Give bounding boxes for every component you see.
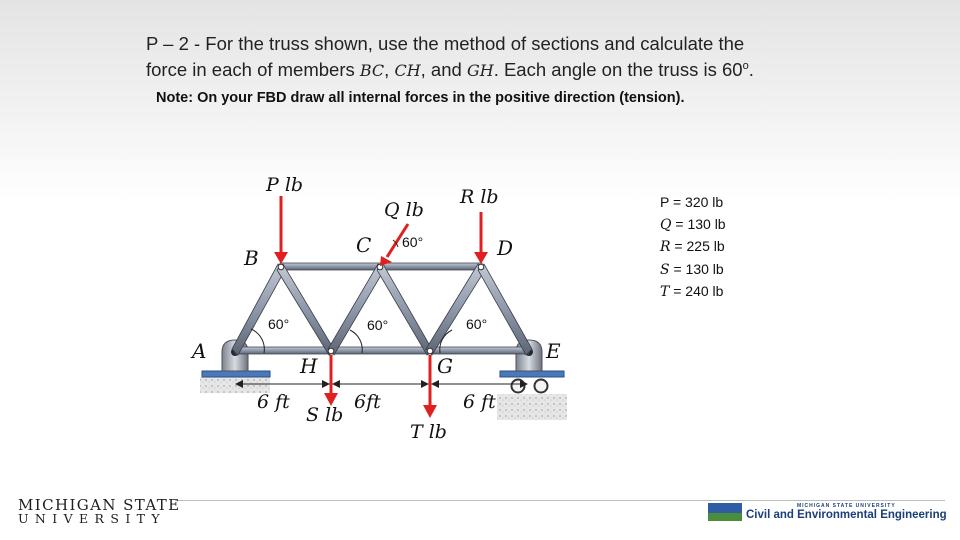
note: Note: On your FBD draw all internal forces in the positive direction (tension). (156, 90, 685, 106)
member-gd (426, 264, 488, 355)
joint-b (278, 264, 284, 270)
value-symbol: S (660, 261, 670, 278)
cee-flag-icon (708, 503, 742, 521)
value-text: = 320 lb (669, 194, 724, 210)
label-b: B (244, 246, 259, 270)
angle-label-right: 60° (466, 316, 488, 332)
joint-g (427, 348, 433, 354)
cee-logo (708, 503, 947, 521)
value-text: = 240 lb (669, 283, 724, 300)
joint-h (328, 348, 334, 354)
load-p-arrowhead (274, 252, 288, 264)
value-row-q (660, 214, 726, 237)
value-text: = 130 lb (669, 260, 724, 277)
msu-line-1: MICHIGAN STATE (18, 496, 181, 514)
member-gh: GH (466, 61, 494, 81)
angle-label-left: 60° (268, 316, 290, 332)
member-hc (328, 264, 384, 355)
problem-text: force in each of members (146, 59, 360, 81)
label-load-q: Q lb (384, 199, 424, 221)
msu-wordmark (18, 498, 181, 526)
roller-2 (535, 380, 548, 393)
base-plate-a (202, 371, 270, 377)
problem-text: , and (420, 59, 467, 81)
cee-department: Civil and Environmental Engineering (746, 509, 947, 521)
problem-text: . (748, 59, 754, 81)
label-load-p: P lb (266, 174, 304, 196)
label-load-s: S lb (306, 404, 344, 426)
value-row-t (660, 281, 726, 304)
member-ab (232, 264, 285, 355)
value-symbol: T (660, 284, 670, 301)
problem-text: . Each angle on the truss is 60 (493, 59, 743, 81)
roller-1 (512, 380, 525, 393)
value-symbol: R (660, 239, 671, 256)
load-r-arrowhead (474, 252, 488, 264)
cee-university: MICHIGAN STATE UNIVERSITY (796, 503, 896, 509)
value-text: = 225 lb (670, 238, 725, 255)
member-de (478, 264, 532, 355)
label-load-t: T lb (410, 421, 447, 443)
base-plate-e (500, 371, 564, 377)
label-h: H (300, 354, 318, 378)
value-row-s (660, 259, 726, 282)
problem-text: , (384, 59, 395, 81)
member-bh (277, 264, 335, 355)
given-values (660, 192, 726, 304)
label-c: C (356, 233, 372, 257)
angle-label-q: 60° (402, 234, 424, 250)
msu-line-2: UNIVERSITY (18, 511, 167, 526)
load-t-arrowhead (423, 405, 437, 418)
value-text: = 130 lb (671, 215, 726, 232)
angle-label-middle: 60° (367, 317, 389, 333)
value-row-r (660, 236, 726, 259)
label-d: D (497, 236, 514, 260)
value-symbol: Q (660, 216, 672, 233)
dimension-label-3: 6 ft (463, 391, 496, 413)
label-load-r: R lb (460, 186, 499, 208)
footer-divider (175, 500, 945, 501)
ground-e (497, 394, 567, 420)
member-ch: CH (394, 61, 421, 81)
member-bc: BC (359, 61, 385, 81)
member-cg (377, 264, 433, 355)
value-row-p (660, 192, 726, 214)
label-a: A (192, 339, 207, 363)
dimension-label-1: 6 ft (257, 391, 290, 413)
value-symbol: P (660, 194, 670, 210)
joint-d (478, 264, 484, 270)
dimension-label-2: 6ft (354, 391, 381, 413)
problem-line-1: P – 2 - For the truss shown, use the method of sections and calculate the (146, 33, 745, 54)
label-e: E (546, 339, 561, 363)
label-g: G (437, 354, 453, 378)
degree-sign: o (742, 60, 749, 72)
bottom-chord (235, 347, 529, 354)
